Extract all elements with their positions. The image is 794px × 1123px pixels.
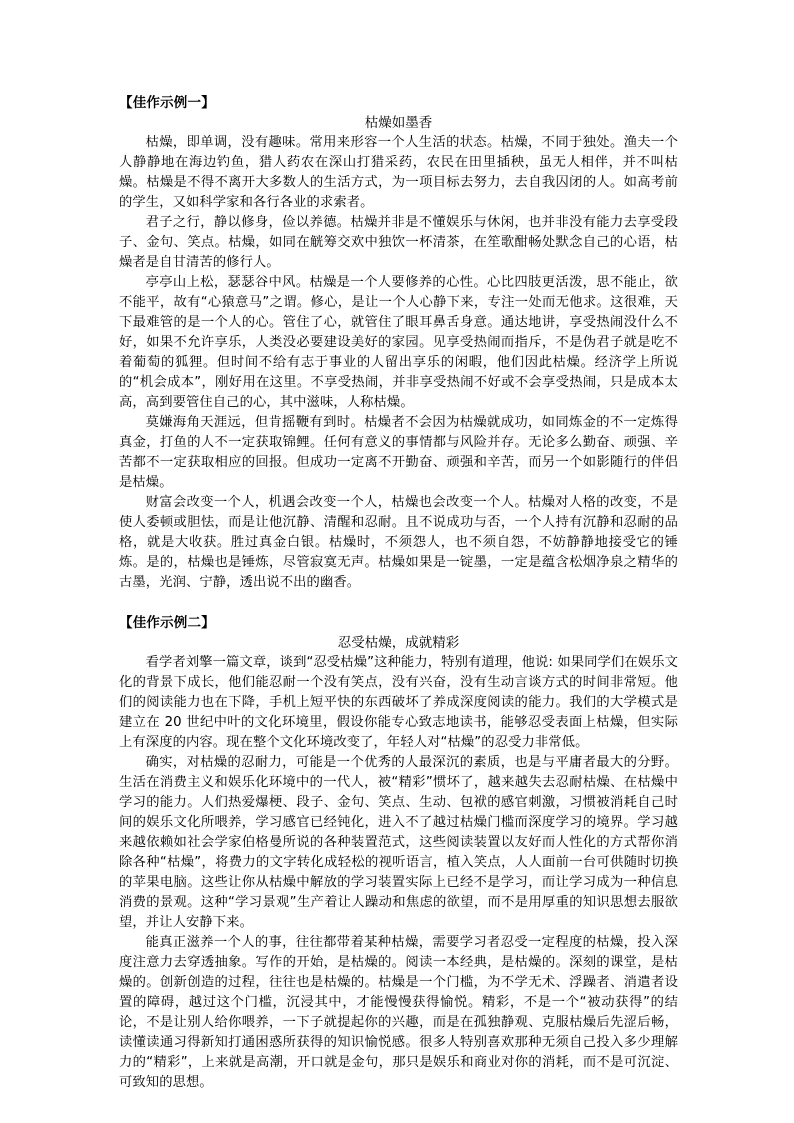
essay-one-paragraph: 亭亭山上松，瑟瑟谷中风。枯燥是一个人要修养的心性。心比四肢更活泼，思不能止，欲不能平，故有“心猿意马”之谓。修心，是让一个人心静下来，专注一处而无他求。这很难，天下最难管的是一个人的心。管住了心，就管住了眼耳鼻舌身意。通达地讲，享受热闹没什么不好，如果不允许享乐，人类没必要建设美好的家园。见享受热闹而指斥，不是伪君子就是吃不着葡萄的狐狸。但时间不给有志于事业的人留出享乐的闲暇，他们因此枯燥。经济学上所说的“机会成本”，刚好用在这里。不享受热闹，并非享受热闹不好或不会享受热闹，只是成本太高，高到要管住自己的心，其中滋味，人称枯燥。 [119, 275, 678, 410]
essay-two-paragraph: 看学者刘擎一篇文章，谈到“忍受枯燥”这种能力，特别有道理，他说: 如果同学们在娱乐文化的背景下成长，他们能忍耐一个没有笑点，没有兴奋，没有生动言谈方式的时间非常短。他们的阅读能力也在下降，手机上短平快的东西破坏了养成深度阅读的能力。我们的大学模式是建立在 20 世纪中叶的文化环境里，假设你能专心致志地读书，能够忍受表面上枯燥，但实际上有深度的内容。现在整个文化环境改变了，年轻人对“枯燥”的忍受力非常低。 [119, 655, 678, 750]
essay-one-paragraph: 君子之行，静以修身，俭以养德。枯燥并非是不懂娱乐与休闲，也并非没有能力去享受段子、金句、笑点。枯燥，如同在觥筹交欢中独饮一杯清茶，在笙歌酣畅处默念自己的心语，枯燥者是自甘清苦的修行人。 [119, 215, 678, 270]
example-one-label: 【佳作示例一】 [119, 95, 215, 111]
essay-one-paragraph: 财富会改变一个人，机遇会改变一个人，枯燥也会改变一个人。枯燥对人格的改变，不是使人委顿或胆怯，而是让他沉静、清醒和忍耐。且不说成功与否，一个人持有沉静和忍耐的品格，就是大收获。胜过真金白银。枯燥时，不须怨人，也不须自怨，不妨静静地接受它的锤炼。是的，枯燥也是锤炼，尽管寂寞无声。枯燥如果是一锭墨，一定是蕴含松烟净泉之精华的古墨，光润、宁静，透出说不出的幽香。 [119, 495, 678, 590]
document-page [119, 93, 678, 1093]
example-two-label: 【佳作示例二】 [119, 615, 215, 631]
essay-two-paragraph: 能真正滋养一个人的事，往往都带着某种枯燥，需要学习者忍受一定程度的枯燥，投入深度注意力去穿透抽象。写作的开始，是枯燥的。阅读一本经典，是枯燥的。深刻的课堂，是枯燥的。创新创造的过程，往往也是枯燥的。枯燥是一个门槛，为不学无术、浮躁者、消遣者设置的障碍，越过这个门槛，沉浸其中，才能慢慢获得愉悦。精彩，不是一个“被动获得”的结论，不是让别人给你喂养，一下子就提起你的兴趣，而是在孤独静观、克服枯燥后先涩后畅，读懂读通习得新知打通困惑所获得的知识愉悦感。很多人特别喜欢那种无须自己投入多少理解力的“精彩”，上来就是高潮，开口就是金句，那只是娱乐和商业对你的消耗，而不是可沉淀、可致知的思想。 [119, 935, 678, 1090]
essay-one-title: 枯燥如墨香 [364, 115, 433, 131]
section-spacer [119, 593, 678, 613]
essay-one-paragraph: 莫嫌海角天涯远，但肯摇鞭有到时。枯燥者不会因为枯燥就成功，如同炼金的不一定炼得真金，打鱼的人不一定获取锦鲤。任何有意义的事情都与风险并存。无论多么勤奋、顽强、辛苦都不一定获取相应的回报。但成功一定离不开勤奋、顽强和辛苦，而另一个如影随行的伴侣是枯燥。 [119, 415, 678, 490]
essay-one-paragraph: 枯燥，即单调，没有趣味。常用来形容一个人生活的状态。枯燥，不同于独处。渔夫一个人静静地在海边钓鱼，猎人药农在深山打猎采药，农民在田里插秧，虽无人相伴，并不叫枯燥。枯燥是不得不离开大多数人的生活方式，为一项目标去努力，去自我囚闭的人。如高考前的学生，又如科学家和各行各业的求索者。 [119, 135, 678, 210]
essay-two-paragraph: 确实，对枯燥的忍耐力，可能是一个优秀的人最深沉的素质，也是与平庸者最大的分野。生活在消费主义和娱乐化环境中的一代人，被“精彩”惯坏了，越来越失去忍耐枯燥、在枯燥中学习的能力。人们热爱爆梗、段子、金句、笑点、生动、包袱的感官刺激，习惯被消耗自己时间的娱乐文化所喂养，学习感官已经钝化，进入不了越过枯燥门槛而深度学习的境界。学习越来越依赖如社会学家伯格曼所说的各种装置范式，这些阅读装置以友好而人性化的方式帮你消除各种“枯燥”，将费力的文字转化成轻松的视听语言，植入笑点，人人面前一台可供随时切换的苹果电脑。这些让你从枯燥中解放的学习装置实际上已经不是学习，而让学习成为一种信息消费的景观。这种“学习景观”生产着让人躁动和焦虑的欲望，而不是用厚重的知识思想去服欲望，并让人安静下来。 [119, 755, 678, 930]
essay-two-title: 忍受枯燥，成就精彩 [337, 635, 460, 651]
